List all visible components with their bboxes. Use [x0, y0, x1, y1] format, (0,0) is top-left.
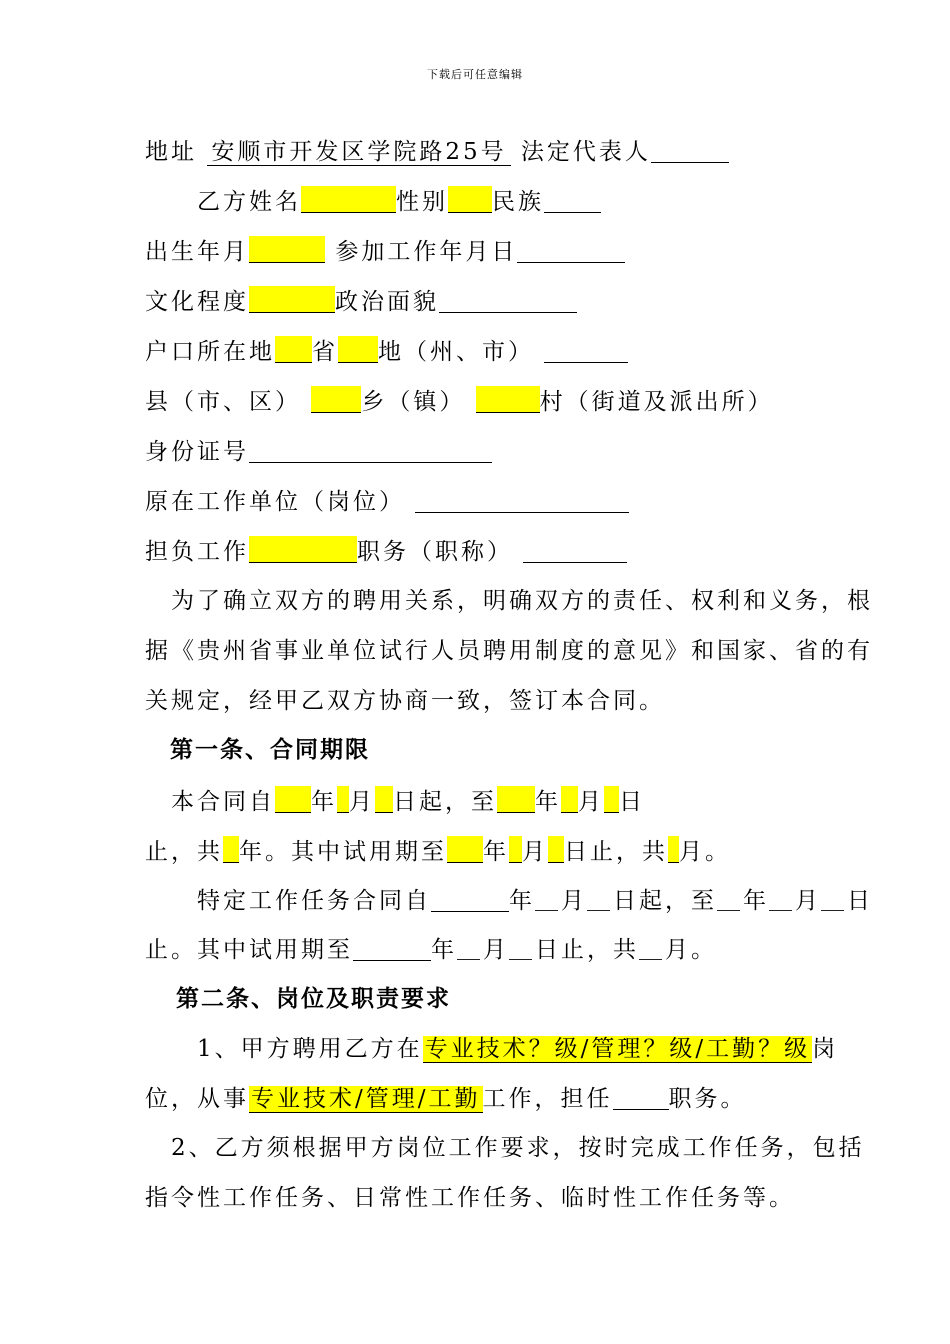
special-probation-year-blank[interactable]	[353, 934, 431, 961]
birth-blank[interactable]	[249, 236, 325, 263]
name-label: 乙方姓名	[197, 189, 301, 215]
job-blank[interactable]	[249, 536, 357, 563]
special-rest: 年＿月＿日起，至＿年＿月＿日	[509, 888, 873, 914]
post-suffix: 岗	[812, 1036, 839, 1062]
hukou-line	[145, 336, 628, 367]
address-value: 安顺市开发区学院路25号	[207, 139, 510, 166]
village-label: 村（街道及派出所）	[539, 389, 774, 415]
title-blank[interactable]	[523, 536, 627, 563]
work-start-label: 参加工作年月日	[335, 239, 518, 265]
hukou-label: 户口所在地	[145, 339, 275, 365]
special-task-line	[197, 885, 873, 916]
address-label: 地址	[145, 139, 197, 165]
article2-title: 第二条、岗位及职责要求	[176, 986, 451, 1012]
township-label: 乡（镇）	[361, 389, 466, 415]
job-label: 担负工作	[145, 539, 249, 565]
birth-label: 出生年月	[145, 239, 249, 265]
contract-period-line	[171, 786, 645, 817]
probation-months-blank[interactable]	[668, 836, 679, 863]
preamble-line-2: 据《贵州省事业单位试行人员聘用制度的意见》和国家、省的有	[145, 638, 873, 664]
address-line	[145, 136, 729, 167]
prefecture-blank[interactable]	[338, 336, 378, 363]
start-day-blank[interactable]	[375, 786, 393, 813]
name-blank[interactable]	[301, 186, 396, 213]
start-label: 本合同自	[171, 789, 275, 815]
stop-total-label: 止，共	[145, 839, 223, 865]
gender-blank[interactable]	[448, 186, 492, 213]
ethnicity-label: 民族	[492, 189, 544, 215]
job-line	[145, 536, 627, 567]
id-blank[interactable]	[249, 436, 492, 463]
end-year-blank[interactable]	[497, 786, 535, 813]
province-label: 省	[312, 339, 338, 365]
post-intro: 1、甲方聘用乙方在	[197, 1036, 423, 1062]
ethnicity-blank[interactable]	[544, 186, 601, 213]
birth-line	[145, 236, 625, 267]
probation-line	[145, 836, 731, 867]
special-year-blank[interactable]	[431, 885, 509, 912]
preamble-line-3: 关规定，经甲乙双方协商一致，签订本合同。	[145, 688, 665, 714]
special-probation-label: 止。其中试用期至	[145, 937, 353, 963]
year-label-2: 年	[535, 789, 561, 815]
prefecture-name-blank[interactable]	[544, 336, 628, 363]
start-year-blank[interactable]	[275, 786, 311, 813]
probation-month-blank[interactable]	[509, 836, 522, 863]
page-header: 下载后可任意编辑	[427, 68, 523, 81]
probation-day-blank[interactable]	[548, 836, 564, 863]
education-line	[145, 286, 577, 317]
special-probation-line	[145, 934, 717, 965]
special-probation-rest: 年＿月＿日止，共＿月。	[431, 937, 717, 963]
duty-blank[interactable]	[613, 1083, 669, 1110]
id-line	[145, 436, 492, 467]
work-type[interactable]: 专业技术/管理/工勤	[251, 1086, 481, 1112]
probation-year-blank[interactable]	[447, 836, 483, 863]
county-line	[145, 386, 774, 417]
probation-to-label: 年。其中试用期至	[239, 839, 447, 865]
year-label-3: 年	[483, 839, 509, 865]
work-end: 职务。	[668, 1086, 747, 1112]
original-unit-blank[interactable]	[415, 486, 629, 513]
political-label: 政治面貌	[335, 289, 439, 315]
article1-title: 第一条、合同期限	[170, 737, 370, 763]
work-intro: 位，从事	[145, 1086, 249, 1112]
legal-rep-label: 法定代表人	[520, 139, 651, 165]
work-line	[145, 1083, 747, 1114]
post-level[interactable]: 专业技术？级/管理？级/工勤？级	[424, 1036, 811, 1062]
day-stop-total-label: 日止，共	[564, 839, 668, 865]
political-blank[interactable]	[439, 286, 577, 313]
preamble-line-1: 为了确立双方的聘用关系，明确双方的责任、权利和义务，根	[171, 588, 873, 614]
original-unit-label: 原在工作单位（岗位）	[145, 489, 405, 515]
work-mid: 工作，担任	[482, 1086, 613, 1112]
province-blank[interactable]	[275, 336, 312, 363]
total-years-blank[interactable]	[223, 836, 239, 863]
county-label: 县（市、区）	[145, 389, 301, 415]
prefecture-label: 地（州、市）	[378, 339, 534, 365]
gender-label: 性别	[396, 189, 448, 215]
end-day-blank[interactable]	[604, 786, 619, 813]
month-end-label: 月。	[679, 839, 731, 865]
county-blank[interactable]	[311, 386, 361, 413]
education-label: 文化程度	[145, 289, 249, 315]
month-label: 月	[349, 789, 375, 815]
education-blank[interactable]	[249, 286, 335, 313]
month-label-2: 月	[578, 789, 604, 815]
title-label: 职务（职称）	[357, 539, 513, 565]
day-label: 日	[619, 789, 645, 815]
day-from-label: 日起，至	[393, 789, 497, 815]
item2-line-2: 指令性工作任务、日常性工作任务、临时性工作任务等。	[145, 1185, 795, 1211]
original-unit-line	[145, 486, 629, 517]
legal-rep-blank[interactable]	[651, 136, 729, 163]
post-line	[197, 1034, 838, 1064]
item2-line-1: 2、乙方须根据甲方岗位工作要求，按时完成工作任务，包括	[171, 1135, 865, 1161]
name-line	[197, 186, 601, 217]
work-start-blank[interactable]	[517, 236, 625, 263]
start-month-blank[interactable]	[337, 786, 349, 813]
month-label-3: 月	[522, 839, 548, 865]
year-label: 年	[311, 789, 337, 815]
id-label: 身份证号	[145, 439, 249, 465]
township-blank[interactable]	[476, 386, 540, 413]
special-start-label: 特定工作任务合同自	[197, 888, 431, 914]
end-month-blank[interactable]	[561, 786, 578, 813]
